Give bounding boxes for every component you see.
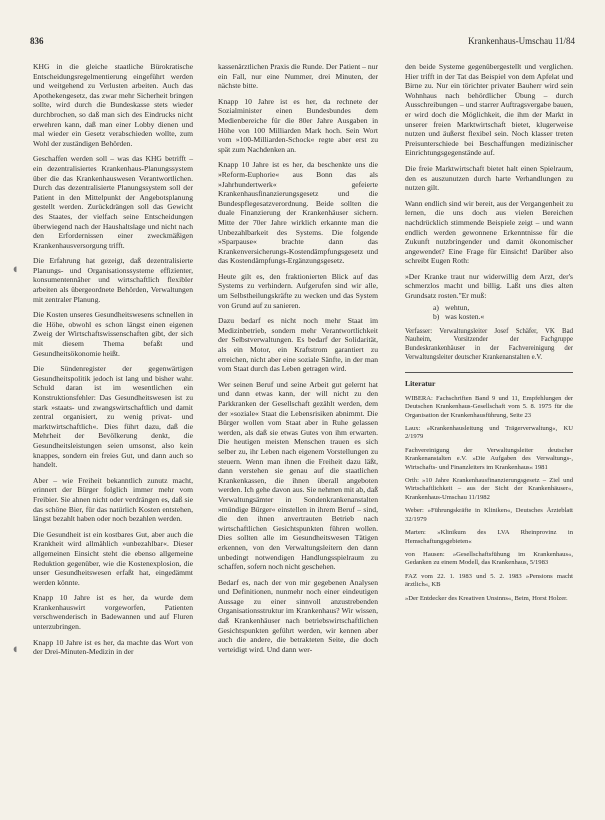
literature-entry: FAZ vom 22. 1. 1983 und 5. 2. 1983 »Pensions macht ärztlich«, KB: [405, 572, 573, 589]
text-column-1: [33, 62, 193, 663]
paragraph: Die Erfahrung hat gezeigt, daß dezentralisierte Planungs- und Organisationssysteme effizienter, konsumentennäher und wirtschaftlich flexibler arbeiten als übergeordnete Behörden, Verwaltungen mit zentraler Planung.: [33, 256, 193, 304]
paragraph: Wer seinen Beruf und seine Arbeit gut gelernt hat und dann etwas kann, der will nicht zu den Parkkranken der Gesellschaft gezählt werden, dem der »soziale« Staat die Lebensrisiken abnimmt. Die Bürger wollen vom Staat aber in Ruhe gelassen werden, als daß sie etwas Gutes von ihm erwarten. Die heutigen meisten Menschen trauen es sich selber zu, ihr Leben nach eigenem Vorstellungen zu steuern. Wenn man ihnen die Freiheit dazu läßt, dann verstehen sie genau auf die staatlichen Krankenkassen, die ihnen überall angeboten werden. Ich gehe davon aus. Sie nehmen mit ab, daß Verwaltungsämter in Sondenkrankenanstalten »mündige Bürger« einstellen in ihrem Beruf – sind, die den ihnen anvertrauten Betrieb nach wirtschaftlichen Gesichtspunkten führen wollen. Dies sollten alle im Gesundheitswesen Tätigen erkennen, von den Verwaltungsleitern den dann unbedingt notwendigen Handlungsspielraum zu schaffen, sofern noch nicht geschehen.: [218, 379, 378, 572]
quote-item: b) was kosten.«: [433, 312, 485, 322]
paragraph: Die freie Marktwirtschaft bietet halt einen Spielraum, den es auszunutzen durch harte Verhandlungen zu nutzen gilt.: [405, 163, 573, 193]
paragraph: kassenärztlichen Praxis die Runde. Der Patient – nur ein Fall, nur eine Nummer, drei Minuten, der nächste bitte.: [218, 62, 378, 91]
paragraph: Die Gesundheit ist ein kostbares Gut, aber auch die Krankheit wird allmählich »unbezahlbar«. Dieser allgemeinen Einsicht steht die ebenso allgemeine Reduktion gegenüber, wie die Kostenexplosion, die unser Gesundheitswesen erfaßt hat, eingedämmt werden könnte.: [33, 529, 193, 587]
paragraph: KHG in die gleiche staatliche Bürokratische Entscheidungsregelmentierung eingeführt werden und weitgehend zu Verlusten arbeiten. Auch das Apothekengesetz, das zwar mehr Sicherheit bringen sollte, wird durch die Bundeskasse stets wieder durchbrochen, so daß man sich des Eindrucks nicht erwehren kann, daß man einer Lobby dienen und mal wieder ein Gesetz verabschieden wollte, zum Wohl der zuständigen Behörden.: [33, 62, 193, 148]
paragraph: Bedarf es, nach der von mir gegebenen Analysen und Definitionen, nunmehr noch einer eindeutigen Aussage zu einer sinnvoll anzustrebenden Organisationsstruktur im Krankenhaus? Wir wissen, daß Krankenhäuser nach betriebswirtschaftlichen Gesichtspunkten geführt werden, wir kennen aber auch die andere, die betrakteten Seite, die doch verteidigt wird. Und dann wer-: [218, 577, 378, 654]
quote-paragraph: »Der Kranke traut nur widerwillig dem Arzt, der's schmerzlos macht und billig. Laßt uns dies alten Grundsatz rosten."Er muß:: [405, 271, 573, 301]
paragraph: Heute gilt es, den fraktionierten Blick auf das Systems zu verhindern. Aufgerufen sind wir alle, um Selbstheilungskräfte zu wecken und das System von Grund auf zu sanieren.: [218, 271, 378, 310]
literature-entry: WIBERA: Fachschriften Band 9 und 11, Empfehlungen der Deutschen Krankenhaus-Gesellschaft vom 5. 8. 1975 für die Organisation der Krankenhausführung, Seite 23: [405, 394, 573, 419]
paragraph: Knapp 10 Jahre ist es her, da wurde dem Krankenhauswirt vorgeworfen, Patienten verschwenderisch in Badewannen und auf Fluren unterzubringen.: [33, 593, 193, 632]
paragraph: Knapp 10 Jahre ist es her, da rechnete der Sozialminister einen Bundesbundes dem Medienbereiche für die 80er Jahre Ausgaben in Höhe von 100 Milliarden Mark hoch. Sein Wort vom »100-Milliarden-Schock« regte aber erst zu spät zum Nachdenken an.: [218, 96, 378, 154]
paragraph: Aber – wie Freiheit bekanntlich zunutz macht, erinnert der Bürger folglich immer mehr vom Freibier. Sie ahnen nicht oder verdrängen es, daß sie das schöne Bier, für das natürlich Kosten entstehen, längst bezahlt haben oder noch bezahlen werden.: [33, 475, 193, 524]
hole-punch-icon: ◖: [11, 261, 19, 276]
text-column-3: [405, 62, 573, 608]
text-column-2: [218, 62, 378, 660]
literature-entry: Fachvereinigung der Verwaltungsleiter deutscher Krankenanstalten e.V. »Die Aufgaben des Verwaltungs-, Wirtschafts- und Finanzleiters im Krankenhaus« 1981: [405, 446, 573, 471]
literature-heading: Literatur: [405, 379, 436, 389]
paragraph: Wann endlich sind wir bereit, aus der Vergangenheit zu lernen, die uns doch aus vielen Bereichen nachdrücklich stimmende Beispiele zeigt – und wann endlich werden gewonnene Erkenntnisse für die Zukunft nutzbringender und damit ökonomischer angewendet? Eine Frage für Einsicht! Darüber also schreibt Eugen Roth:: [405, 198, 573, 266]
paragraph: Geschaffen werden soll – was das KHG betrifft – ein dezentralisiertes Krankenhaus-Planungssystem über die das Krankenhauswesen Verantwortlichen. Durch das dezentralisierte Planungssystem soll der Patient in den Mittelpunkt der Angebotsplanung gestellt werden. Zurückdrängen soll das Gewicht des Staates, der vielfach seine Entscheidungen überwiegend nach der Haushaltslage und nicht nach den Erfordernissen einer zweckmäßigen Krankenhausversorgung trifft.: [33, 154, 193, 250]
page-number: 836: [30, 36, 44, 46]
paragraph: Die Sündenregister der gegenwärtigen Gesundheitspolitik jedoch ist lang und bisher wahr. Schuld daran ist im wesentlichen ein Konstruktionsfehler: Das Gesundheitswesen ist zu stark »staats- und zwangswirtschaftlich und damit zentral organisiert, zu wenig privat- und marktwirtschaftlich«. Dies führt dazu, daß die Mehrheit der Bevölkerung denkt, die Gesundheitsleistungen seien umsonst, also kein knappes, sondern ein freies Gut, und dann auch so handelt.: [33, 364, 193, 470]
literature-entry: Weber: »Führungskräfte in Kliniken«, Deutsches Ärzteblatt 32/1979: [405, 507, 573, 523]
paragraph: Dazu bedarf es nicht noch mehr Staat im Medizinbetrieb, sondern mehr Verantwortlichkeit der Selbstverwaltungen. Es bedarf der Solidarität, als ein Motor, ein Kraftstrom garantiert zu erreichen, nicht aber eine soziale Sänfte, in der man vom Staat durch das Leben getragen wird.: [218, 316, 378, 374]
author-note: Verfasser: Verwaltungsleiter Josef Schäfer, VK Bad Nauheim, Vorsitzender der Fachgruppe Bundeskrankenhäuser in der Fachvereinigung der Verwaltungsleiter deutscher Krankenanstalten e.V.: [405, 327, 573, 361]
quote-item: a) wehtun,: [433, 302, 470, 312]
paragraph: Knapp 10 Jahre ist es her, da beschenkte uns die »Reform-Euphorie« aus Bonn das als »Jahrhundertwerk« gefeierte Krankenhausfinanzierungsgesetz und die Bundespflegesatzverordnung. Beide sollten die duale Finanzierung der Krankenhäuser sichern. Mitte der 70er Jahre wirklich erkannte man die Unbezahlbarkeit des Systems. Die folgende »Sparpause« brachte dann das Krankenversicherungs-Kostendämpfungsgesetz und das Kostendämpfungs-Ergänzungsgesetz.: [218, 160, 378, 266]
page-header: [30, 36, 575, 50]
paragraph: Knapp 10 Jahre ist es her, da machte das Wort von der Drei-Minuten-Medizin in der: [33, 637, 193, 657]
journal-name: Krankenhaus-Umschau 11/84: [468, 36, 575, 46]
literature-entry: Marten: »Klinikum des LVA Rheinprovinz in Hemschaftungsgebieten«: [405, 529, 573, 545]
literature-entry: Laux: »Krankenhausleitung und Trägerverwaltung«, KU 2/1979: [405, 425, 573, 441]
literature-entry: Orth: »10 Jahre Krankenhausfinanzierungsgesetz – Ziel und Wirtschaftlichkeit – aus der Sicht der Krankenhäuser«, Krankenhaus-Umschau 11/1982: [405, 477, 573, 501]
quote-list: [405, 303, 573, 322]
section-divider: [405, 372, 573, 373]
paragraph: den beide Systeme gegenübergestellt und verglichen. Hier trifft in der Tat das Beispiel von dem Apfelat und Birne zu. Nur ein törichter privater Bauherr wird sein Wohnhaus nach behördlicher Übung – durch Ausschreibungen – und starrer Auftragsvergabe bauen, er wird doch die Möglichkeit, die ihm der Markt in unserer freien Marktwirtschaft bietet, klugerweise nutzen und äußerst flexibel sein. Noch klasser treten Preisunterschiede bei Beschaffungen medizinischer Einrichtungsgegenstände auf.: [405, 62, 573, 158]
literature-entry: von Hausen: »Gesellschaftsfühung im Krankenhaus«, Gedanken zu einem Modell, das Krankenhaus, 5/1983: [405, 550, 573, 567]
hole-punch-icon: ◖: [11, 641, 19, 656]
paragraph: Die Kosten unseres Gesundheitswesens schnellen in die Höhe, obwohl es schon längst einen eigenen Zweig der Wirtschaftswissenschaften gibt, der sich mit diesem Thema befaßt und Gesundheitsökonomie heißt.: [33, 310, 193, 358]
literature-entry: »Der Entdecker des Kreativen Unsinns«, Beim, Horst Holzer.: [405, 594, 568, 602]
